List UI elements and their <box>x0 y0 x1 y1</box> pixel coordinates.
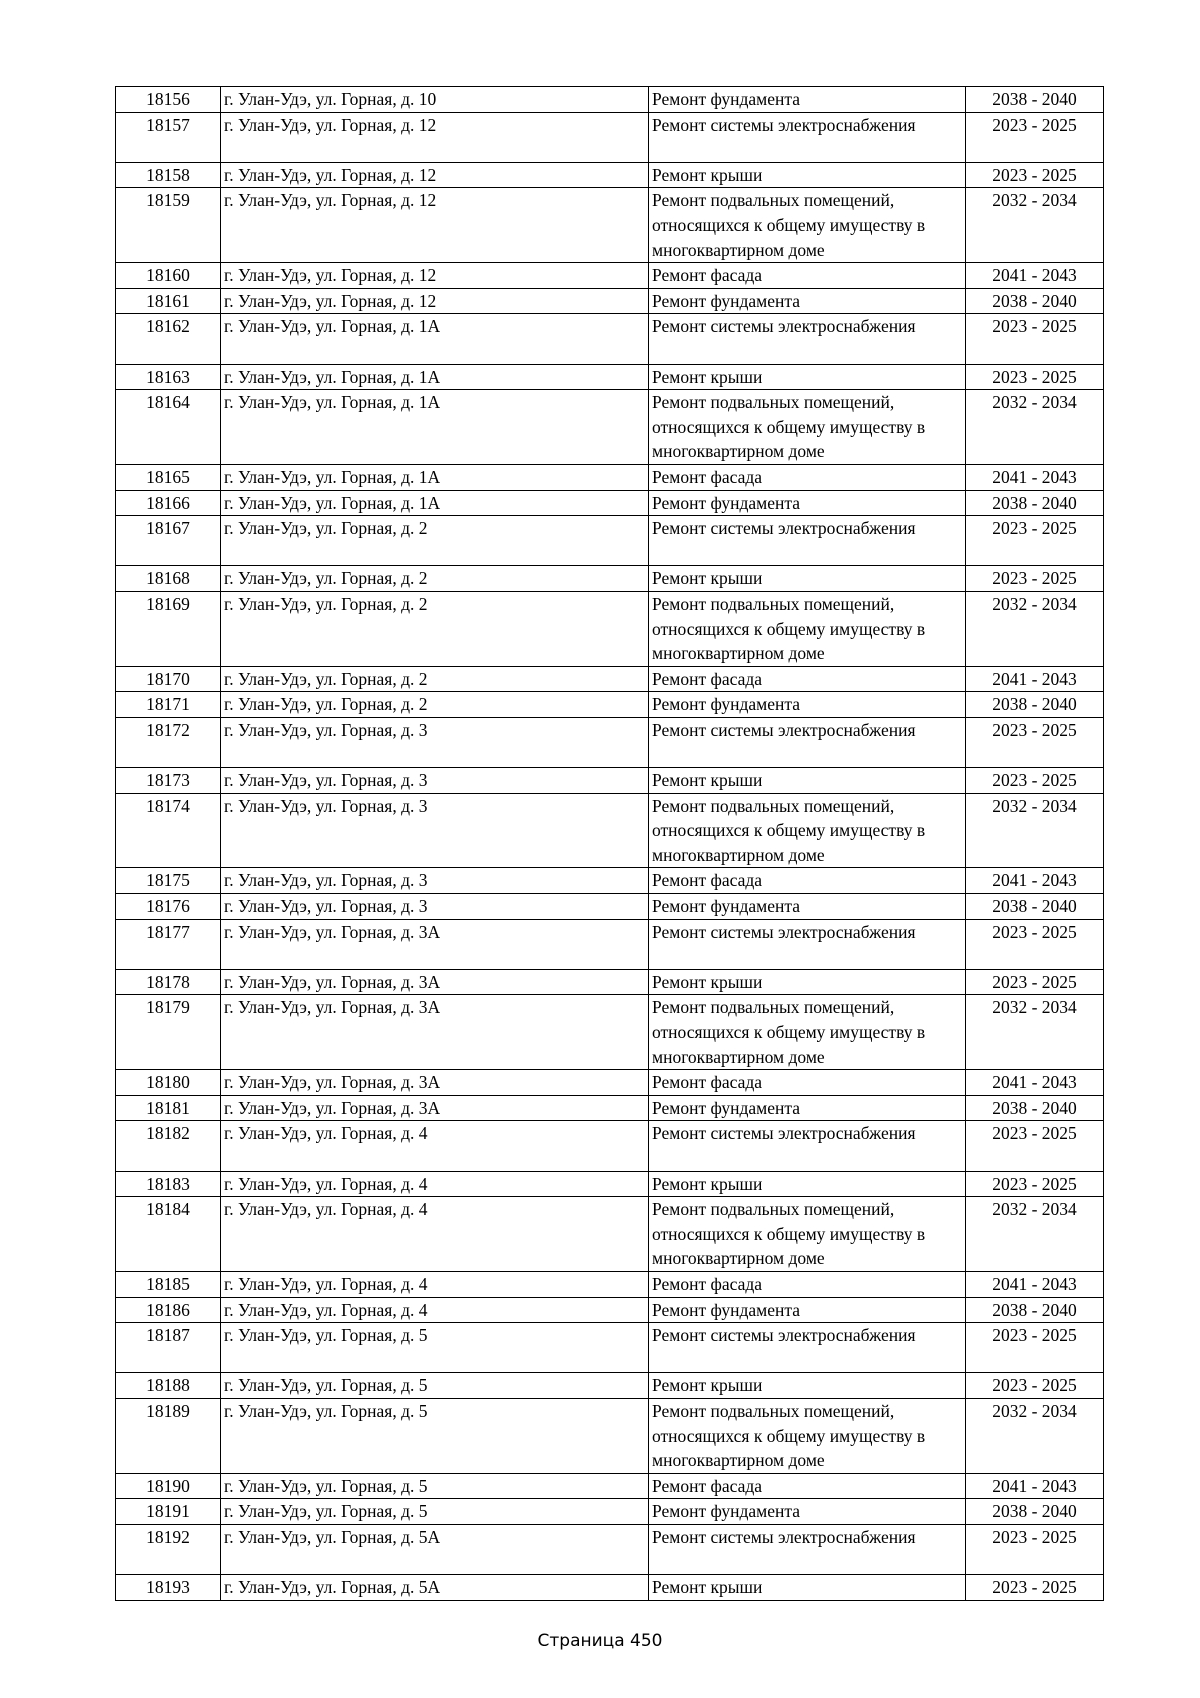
period-cell: 2023 - 2025 <box>966 768 1104 794</box>
table-row <box>116 1197 1104 1272</box>
table-row <box>116 490 1104 516</box>
period-cell: 2041 - 2043 <box>966 1473 1104 1499</box>
record-number-cell: 18160 <box>116 263 221 289</box>
period-cell: 2038 - 2040 <box>966 894 1104 920</box>
record-number-cell: 18166 <box>116 490 221 516</box>
work-type-cell: Ремонт крыши <box>649 969 966 995</box>
table-row <box>116 591 1104 666</box>
period-cell: 2023 - 2025 <box>966 717 1104 767</box>
address-cell: г. Улан-Удэ, ул. Горная, д. 3 <box>221 894 649 920</box>
record-number-cell: 18175 <box>116 868 221 894</box>
address-cell: г. Улан-Удэ, ул. Горная, д. 2 <box>221 692 649 718</box>
work-type-cell: Ремонт фундамента <box>649 1095 966 1121</box>
address-cell: г. Улан-Удэ, ул. Горная, д. 3 <box>221 768 649 794</box>
period-cell: 2038 - 2040 <box>966 490 1104 516</box>
work-type-cell: Ремонт системы электроснабжения <box>649 1524 966 1574</box>
record-number-cell: 18156 <box>116 87 221 113</box>
record-number-cell: 18187 <box>116 1323 221 1373</box>
address-cell: г. Улан-Удэ, ул. Горная, д. 3 <box>221 868 649 894</box>
work-type-cell: Ремонт крыши <box>649 1171 966 1197</box>
period-cell: 2032 - 2034 <box>966 390 1104 465</box>
table-row <box>116 464 1104 490</box>
work-type-cell: Ремонт крыши <box>649 162 966 188</box>
work-type-cell: Ремонт фундамента <box>649 692 966 718</box>
record-number-cell: 18181 <box>116 1095 221 1121</box>
address-cell: г. Улан-Удэ, ул. Горная, д. 12 <box>221 112 649 162</box>
work-type-cell: Ремонт фасада <box>649 666 966 692</box>
address-cell: г. Улан-Удэ, ул. Горная, д. 3А <box>221 919 649 969</box>
address-cell: г. Улан-Удэ, ул. Горная, д. 4 <box>221 1297 649 1323</box>
record-number-cell: 18161 <box>116 288 221 314</box>
work-type-cell: Ремонт фасада <box>649 1070 966 1096</box>
period-cell: 2038 - 2040 <box>966 692 1104 718</box>
record-number-cell: 18182 <box>116 1121 221 1171</box>
work-type-cell: Ремонт фундамента <box>649 490 966 516</box>
period-cell: 2023 - 2025 <box>966 1323 1104 1373</box>
record-number-cell: 18158 <box>116 162 221 188</box>
period-cell: 2032 - 2034 <box>966 1398 1104 1473</box>
work-type-cell: Ремонт фундамента <box>649 1499 966 1525</box>
work-type-cell: Ремонт фасада <box>649 263 966 289</box>
work-type-cell: Ремонт подвальных помещений, относящихся к общему имуществу в многоквартирном доме <box>649 793 966 868</box>
work-type-cell: Ремонт подвальных помещений, относящихся к общему имуществу в многоквартирном доме <box>649 188 966 263</box>
table-row <box>116 112 1104 162</box>
period-cell: 2041 - 2043 <box>966 263 1104 289</box>
table-row <box>116 1398 1104 1473</box>
record-number-cell: 18163 <box>116 364 221 390</box>
work-type-cell: Ремонт фундамента <box>649 1297 966 1323</box>
table-row <box>116 1499 1104 1525</box>
period-cell: 2023 - 2025 <box>966 162 1104 188</box>
table-row <box>116 288 1104 314</box>
record-number-cell: 18169 <box>116 591 221 666</box>
address-cell: г. Улан-Удэ, ул. Горная, д. 1А <box>221 390 649 465</box>
period-cell: 2041 - 2043 <box>966 868 1104 894</box>
address-cell: г. Улан-Удэ, ул. Горная, д. 1А <box>221 314 649 364</box>
address-cell: г. Улан-Удэ, ул. Горная, д. 1А <box>221 364 649 390</box>
table-row <box>116 314 1104 364</box>
table-row <box>116 995 1104 1070</box>
work-type-cell: Ремонт фундамента <box>649 894 966 920</box>
record-number-cell: 18189 <box>116 1398 221 1473</box>
work-type-cell: Ремонт системы электроснабжения <box>649 112 966 162</box>
period-cell: 2038 - 2040 <box>966 1095 1104 1121</box>
period-cell: 2041 - 2043 <box>966 464 1104 490</box>
table-body <box>116 87 1104 1601</box>
record-number-cell: 18192 <box>116 1524 221 1574</box>
work-type-cell: Ремонт системы электроснабжения <box>649 717 966 767</box>
record-number-cell: 18167 <box>116 516 221 566</box>
period-cell: 2023 - 2025 <box>966 566 1104 592</box>
address-cell: г. Улан-Удэ, ул. Горная, д. 3А <box>221 969 649 995</box>
record-number-cell: 18173 <box>116 768 221 794</box>
table-row <box>116 1070 1104 1096</box>
work-type-cell: Ремонт подвальных помещений, относящихся к общему имуществу в многоквартирном доме <box>649 1197 966 1272</box>
work-type-cell: Ремонт фундамента <box>649 288 966 314</box>
record-number-cell: 18180 <box>116 1070 221 1096</box>
address-cell: г. Улан-Удэ, ул. Горная, д. 5А <box>221 1524 649 1574</box>
address-cell: г. Улан-Удэ, ул. Горная, д. 5А <box>221 1575 649 1601</box>
address-cell: г. Улан-Удэ, ул. Горная, д. 5 <box>221 1473 649 1499</box>
work-type-cell: Ремонт крыши <box>649 1575 966 1601</box>
address-cell: г. Улан-Удэ, ул. Горная, д. 4 <box>221 1121 649 1171</box>
table-row <box>116 1272 1104 1298</box>
period-cell: 2023 - 2025 <box>966 112 1104 162</box>
table-row <box>116 793 1104 868</box>
address-cell: г. Улан-Удэ, ул. Горная, д. 5 <box>221 1373 649 1399</box>
period-cell: 2032 - 2034 <box>966 591 1104 666</box>
work-type-cell: Ремонт фасада <box>649 464 966 490</box>
period-cell: 2032 - 2034 <box>966 793 1104 868</box>
work-type-cell: Ремонт системы электроснабжения <box>649 314 966 364</box>
table-row <box>116 566 1104 592</box>
record-number-cell: 18162 <box>116 314 221 364</box>
record-number-cell: 18184 <box>116 1197 221 1272</box>
work-type-cell: Ремонт фасада <box>649 1473 966 1499</box>
period-cell: 2032 - 2034 <box>966 188 1104 263</box>
table-row <box>116 666 1104 692</box>
period-cell: 2032 - 2034 <box>966 1197 1104 1272</box>
work-type-cell: Ремонт подвальных помещений, относящихся к общему имуществу в многоквартирном доме <box>649 390 966 465</box>
record-number-cell: 18159 <box>116 188 221 263</box>
period-cell: 2038 - 2040 <box>966 87 1104 113</box>
work-type-cell: Ремонт крыши <box>649 768 966 794</box>
address-cell: г. Улан-Удэ, ул. Горная, д. 3 <box>221 793 649 868</box>
record-number-cell: 18188 <box>116 1373 221 1399</box>
record-number-cell: 18179 <box>116 995 221 1070</box>
work-type-cell: Ремонт подвальных помещений, относящихся к общему имуществу в многоквартирном доме <box>649 591 966 666</box>
table-row <box>116 894 1104 920</box>
work-type-cell: Ремонт системы электроснабжения <box>649 516 966 566</box>
address-cell: г. Улан-Удэ, ул. Горная, д. 5 <box>221 1398 649 1473</box>
record-number-cell: 18170 <box>116 666 221 692</box>
work-type-cell: Ремонт крыши <box>649 566 966 592</box>
table-row <box>116 692 1104 718</box>
record-number-cell: 18190 <box>116 1473 221 1499</box>
repair-schedule-table <box>115 86 1104 1601</box>
record-number-cell: 18171 <box>116 692 221 718</box>
period-cell: 2041 - 2043 <box>966 666 1104 692</box>
table-row <box>116 1297 1104 1323</box>
table-row <box>116 768 1104 794</box>
work-type-cell: Ремонт подвальных помещений, относящихся к общему имуществу в многоквартирном доме <box>649 1398 966 1473</box>
record-number-cell: 18178 <box>116 969 221 995</box>
period-cell: 2023 - 2025 <box>966 364 1104 390</box>
period-cell: 2038 - 2040 <box>966 1499 1104 1525</box>
table-row <box>116 263 1104 289</box>
period-cell: 2041 - 2043 <box>966 1272 1104 1298</box>
work-type-cell: Ремонт фундамента <box>649 87 966 113</box>
table-row <box>116 919 1104 969</box>
record-number-cell: 18191 <box>116 1499 221 1525</box>
record-number-cell: 18174 <box>116 793 221 868</box>
address-cell: г. Улан-Удэ, ул. Горная, д. 2 <box>221 666 649 692</box>
address-cell: г. Улан-Удэ, ул. Горная, д. 3А <box>221 1095 649 1121</box>
period-cell: 2023 - 2025 <box>966 1171 1104 1197</box>
address-cell: г. Улан-Удэ, ул. Горная, д. 12 <box>221 162 649 188</box>
record-number-cell: 18193 <box>116 1575 221 1601</box>
address-cell: г. Улан-Удэ, ул. Горная, д. 12 <box>221 188 649 263</box>
table-row <box>116 969 1104 995</box>
period-cell: 2023 - 2025 <box>966 1575 1104 1601</box>
address-cell: г. Улан-Удэ, ул. Горная, д. 3А <box>221 995 649 1070</box>
address-cell: г. Улан-Удэ, ул. Горная, д. 1А <box>221 490 649 516</box>
period-cell: 2023 - 2025 <box>966 314 1104 364</box>
record-number-cell: 18185 <box>116 1272 221 1298</box>
period-cell: 2023 - 2025 <box>966 969 1104 995</box>
table-row <box>116 516 1104 566</box>
address-cell: г. Улан-Удэ, ул. Горная, д. 2 <box>221 566 649 592</box>
record-number-cell: 18168 <box>116 566 221 592</box>
table-row <box>116 1323 1104 1373</box>
record-number-cell: 18172 <box>116 717 221 767</box>
work-type-cell: Ремонт подвальных помещений, относящихся к общему имуществу в многоквартирном доме <box>649 995 966 1070</box>
record-number-cell: 18183 <box>116 1171 221 1197</box>
address-cell: г. Улан-Удэ, ул. Горная, д. 2 <box>221 591 649 666</box>
table-row <box>116 717 1104 767</box>
address-cell: г. Улан-Удэ, ул. Горная, д. 2 <box>221 516 649 566</box>
period-cell: 2023 - 2025 <box>966 516 1104 566</box>
address-cell: г. Улан-Удэ, ул. Горная, д. 1А <box>221 464 649 490</box>
period-cell: 2023 - 2025 <box>966 1524 1104 1574</box>
period-cell: 2038 - 2040 <box>966 288 1104 314</box>
work-type-cell: Ремонт системы электроснабжения <box>649 1121 966 1171</box>
work-type-cell: Ремонт фасада <box>649 868 966 894</box>
table-row <box>116 390 1104 465</box>
page-number: Страница 450 <box>537 1631 663 1651</box>
table-row <box>116 162 1104 188</box>
record-number-cell: 18176 <box>116 894 221 920</box>
address-cell: г. Улан-Удэ, ул. Горная, д. 4 <box>221 1272 649 1298</box>
record-number-cell: 18157 <box>116 112 221 162</box>
table-row <box>116 1121 1104 1171</box>
work-type-cell: Ремонт фасада <box>649 1272 966 1298</box>
address-cell: г. Улан-Удэ, ул. Горная, д. 12 <box>221 263 649 289</box>
record-number-cell: 18164 <box>116 390 221 465</box>
table-row <box>116 364 1104 390</box>
table-row <box>116 1373 1104 1399</box>
work-type-cell: Ремонт системы электроснабжения <box>649 919 966 969</box>
period-cell: 2023 - 2025 <box>966 919 1104 969</box>
work-type-cell: Ремонт крыши <box>649 364 966 390</box>
address-cell: г. Улан-Удэ, ул. Горная, д. 3А <box>221 1070 649 1096</box>
address-cell: г. Улан-Удэ, ул. Горная, д. 5 <box>221 1323 649 1373</box>
table-row <box>116 1473 1104 1499</box>
period-cell: 2023 - 2025 <box>966 1121 1104 1171</box>
record-number-cell: 18186 <box>116 1297 221 1323</box>
work-type-cell: Ремонт крыши <box>649 1373 966 1399</box>
table-row <box>116 868 1104 894</box>
address-cell: г. Улан-Удэ, ул. Горная, д. 4 <box>221 1171 649 1197</box>
record-number-cell: 18165 <box>116 464 221 490</box>
address-cell: г. Улан-Удэ, ул. Горная, д. 3 <box>221 717 649 767</box>
table-row <box>116 1575 1104 1601</box>
period-cell: 2032 - 2034 <box>966 995 1104 1070</box>
table-row <box>116 188 1104 263</box>
address-cell: г. Улан-Удэ, ул. Горная, д. 12 <box>221 288 649 314</box>
address-cell: г. Улан-Удэ, ул. Горная, д. 5 <box>221 1499 649 1525</box>
table-row <box>116 87 1104 113</box>
address-cell: г. Улан-Удэ, ул. Горная, д. 4 <box>221 1197 649 1272</box>
record-number-cell: 18177 <box>116 919 221 969</box>
table-row <box>116 1524 1104 1574</box>
period-cell: 2038 - 2040 <box>966 1297 1104 1323</box>
table-row <box>116 1171 1104 1197</box>
period-cell: 2023 - 2025 <box>966 1373 1104 1399</box>
period-cell: 2041 - 2043 <box>966 1070 1104 1096</box>
table-row <box>116 1095 1104 1121</box>
work-type-cell: Ремонт системы электроснабжения <box>649 1323 966 1373</box>
address-cell: г. Улан-Удэ, ул. Горная, д. 10 <box>221 87 649 113</box>
